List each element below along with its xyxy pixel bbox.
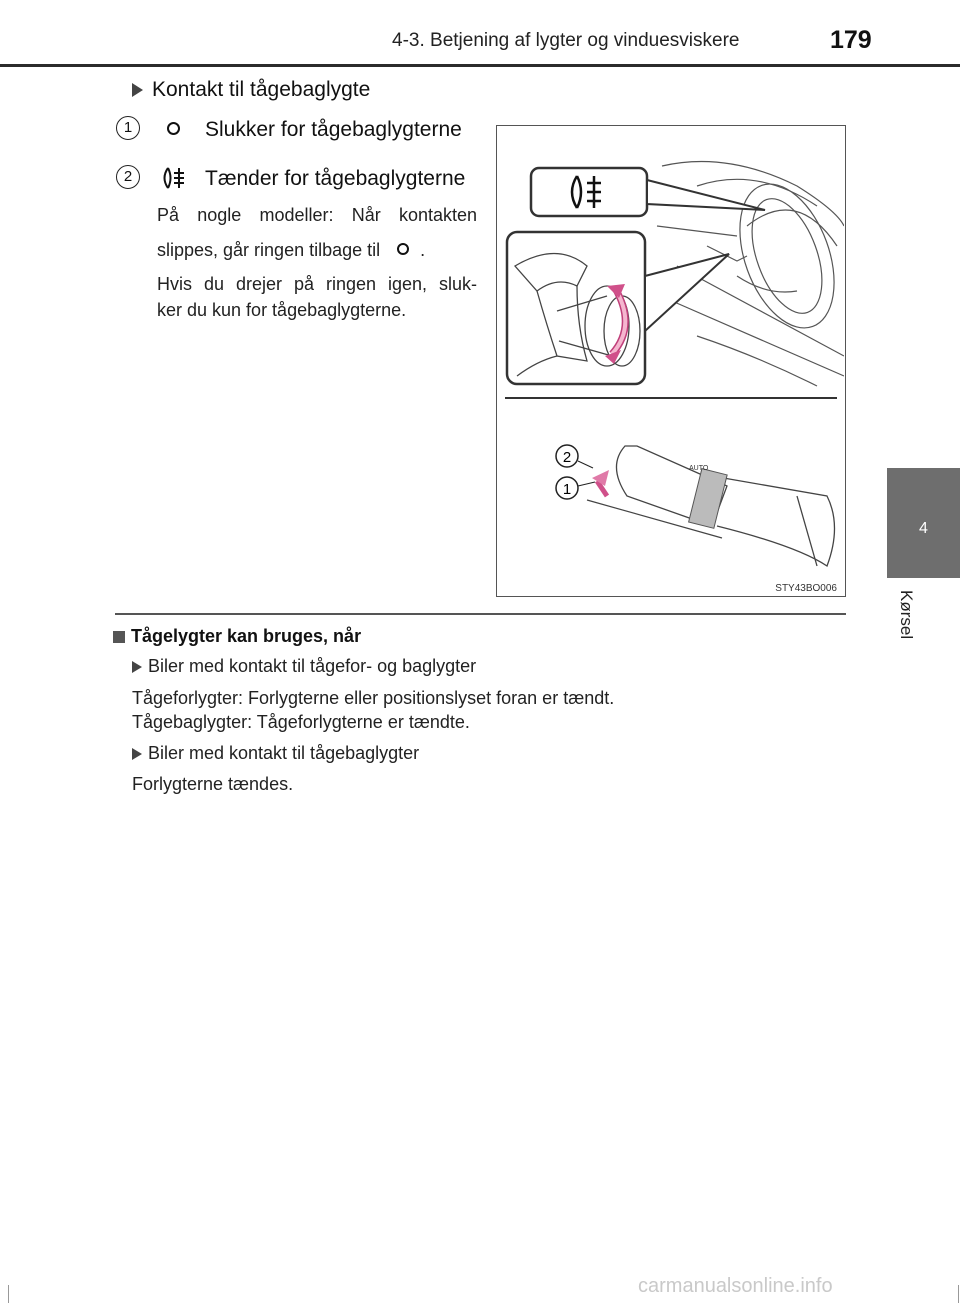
triangle-bullet-icon xyxy=(132,661,142,673)
paragraph-2-line-1: Hvis du drejer på ringen igen, sluk- xyxy=(157,274,477,294)
section-divider xyxy=(115,613,846,615)
lever-illustration xyxy=(497,126,844,595)
note-subheading-2: Biler med kontakt til tågebaglygter xyxy=(132,741,419,766)
chapter-tab-label-text: Kørsel xyxy=(897,590,916,640)
square-bullet-icon xyxy=(113,631,125,643)
figure-code: STY43BO006 xyxy=(775,583,837,594)
paragraph-2-line-2: ker du kun for tågebaglygterne. xyxy=(157,300,407,320)
note-text-2: Forlygterne tændes. xyxy=(132,774,294,794)
triangle-bullet-icon xyxy=(132,748,142,760)
note-subheading-1: Biler med kontakt til tågefor- og baglygter xyxy=(132,654,476,679)
page-number: 179 xyxy=(830,26,872,54)
illustration-frame xyxy=(496,125,846,597)
crop-mark xyxy=(8,1285,27,1303)
note-text-1b: Tågebaglygter: Tågeforlygterne er tændte. xyxy=(132,712,470,732)
triangle-bullet-icon xyxy=(132,83,143,97)
svg-text:2: 2 xyxy=(562,449,572,466)
paragraph-1-line-1: På nogle modeller: Når kontakten xyxy=(157,205,477,225)
fog-off-icon xyxy=(167,122,180,135)
ring-off-position-icon xyxy=(397,243,409,255)
chapter-header: 4-3. Betjening af lygter og vinduesviskere xyxy=(392,30,740,51)
note-title: Tågelygter kan bruges, når xyxy=(113,626,361,647)
auto-label: AUTO xyxy=(689,465,709,472)
item-text-1: Slukker for tågebaglygterne xyxy=(205,118,462,141)
header-rule xyxy=(0,64,960,67)
chapter-tab-number: 4 xyxy=(919,520,928,537)
item-number-1: 1 xyxy=(116,116,140,140)
section-title: Kontakt til tågebaglygte xyxy=(132,78,370,102)
crop-mark xyxy=(940,1285,959,1303)
chapter-tab xyxy=(887,468,960,578)
note-text-1a: Tågeforlygter: Forlygterne eller positionslyset foran er tændt. xyxy=(132,688,615,708)
chapter-tab-label xyxy=(894,590,924,650)
item-text-2: Tænder for tågebaglygterne xyxy=(205,167,466,190)
watermark: carmanualsonline.info xyxy=(638,1275,833,1297)
item-number-2: 2 xyxy=(116,165,140,189)
rear-fog-light-icon xyxy=(158,165,188,191)
svg-text:1: 1 xyxy=(562,481,572,498)
paragraph-1-line-2: slippes, går ringen tilbage til . xyxy=(157,240,426,260)
